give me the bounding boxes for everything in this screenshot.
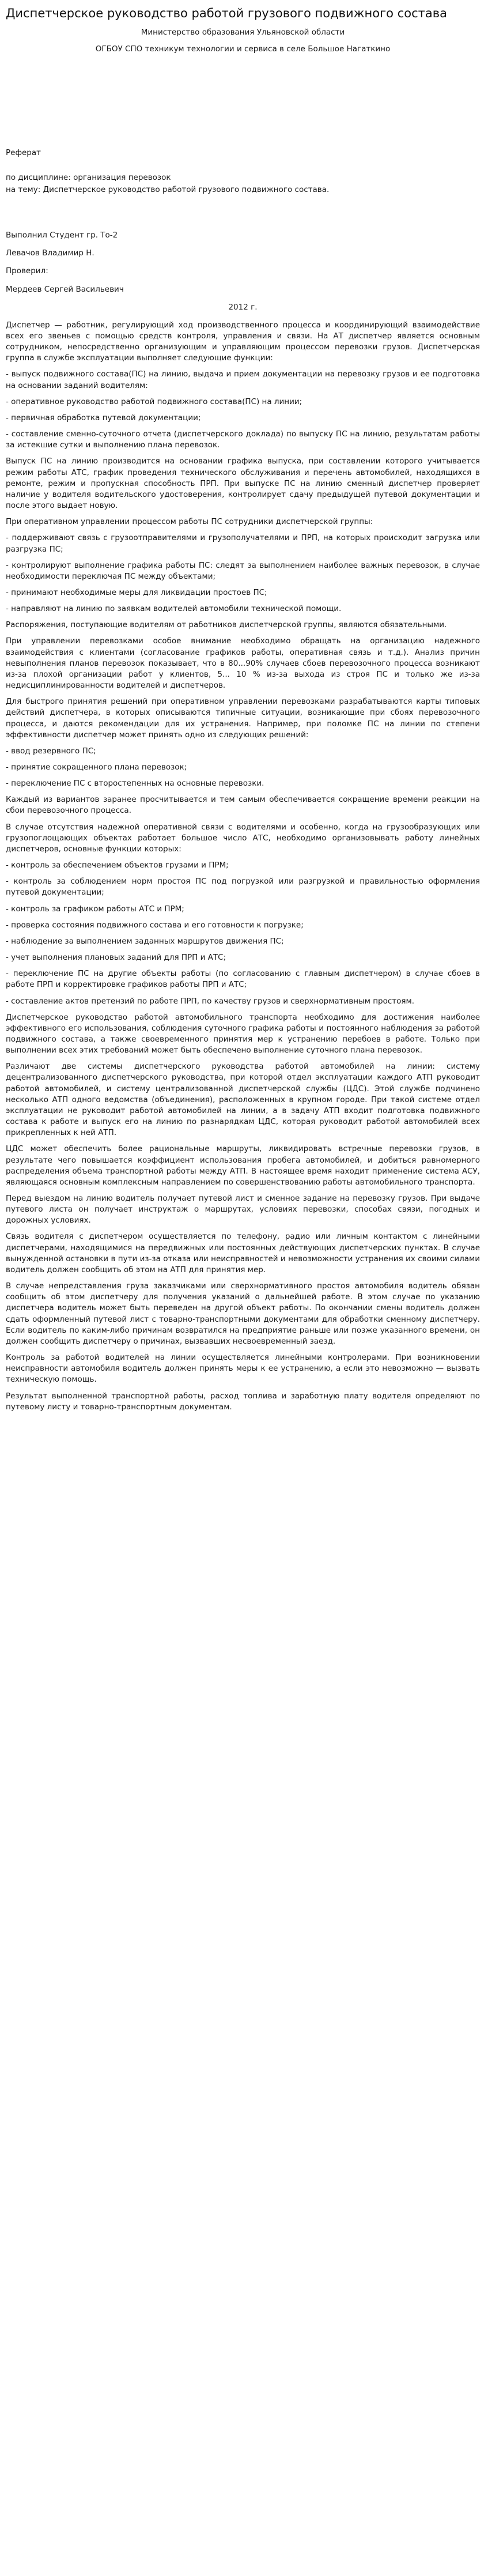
body-paragraph: - составление актов претензий по работе ПРП, по качеству грузов и сверхнормативным простоям.	[6, 996, 415, 1006]
body-paragraph: - проверка состояния подвижного состава и его готовности к погрузке;	[6, 920, 304, 930]
body-paragraph: - контроль за обеспечением объектов грузами и ПРМ;	[6, 861, 229, 870]
school-name: ОГБОУ СПО техникум технологии и сервиса в селе Большое Нагаткино	[95, 44, 391, 54]
body-paragraph: - контроль за соблюдением норм простоя ПС под погрузкой или разгрузкой и правильностью оформления путевой документации;	[6, 877, 480, 897]
body-paragraph: Для быстрого принятия решений при оперативном управлении перевозками разрабатываются карты типовых действий диспетчера, в которых описываются типичные ситуации, возникающие при сбоях перевозочного процесса, и даются рекомендации для их устранения. Например, при поломке ПС на линии по степени эффективности диспетчер может принять одно из следующих решений:	[6, 697, 480, 740]
body-paragraph: - переключение ПС на другие объекты работы (по согласованию с главным диспетчером) в случае сбоев в работе ПРП и корректировке графиков работы ПРП и АТС;	[6, 969, 480, 990]
discipline-line: по дисциплине: организация перевозок	[6, 172, 171, 182]
body-paragraph: - принятие сокращенного плана перевозок;	[6, 763, 187, 772]
document-title: Диспетчерское руководство работой грузового подвижного состава	[6, 6, 447, 20]
body-paragraph: - наблюдение за выполнением заданных маршрутов движения ПС;	[6, 936, 284, 946]
document-type: Реферат	[6, 148, 41, 157]
document-year: 2012 г.	[228, 302, 258, 312]
ministry-name: Министерство образования Ульяновской области	[141, 28, 345, 37]
checker-name: Мердеев Сергей Васильевич	[6, 284, 124, 294]
body-paragraph: - оперативное руководство работой подвижного состава(ПС) на линии;	[6, 397, 302, 406]
body-paragraph: - переключение ПС с второстепенных на основные перевозки.	[6, 779, 264, 789]
author-label: Выполнил Студент гр. То-2	[6, 231, 118, 240]
body-paragraph: - составление сменно-суточного отчета (диспетчерского доклада) по выпуску ПС на линию, результатам работы за истекшие сутки и выполнению плана перевозок.	[6, 429, 480, 450]
body-paragraph: ЦДС может обеспечить более рациональные маршруты, ликвидировать встречные перевозки грузов, в результате чего повышается коэффициент использования пробега автомобилей, и добиться равномерного распределения объема транспортной работы между АТП. В настоящее время находит применение система АСУ, являющаяся основным комплексным направлением по совершенствованию работы автомобильного транспорта.	[6, 1144, 480, 1187]
body-paragraph: Выпуск ПС на линию производится на основании графика выпуска, при составлении которого учитывается режим работы АТС, график проведения технического обслуживания и перечень автомобилей, находящихся в ремонте, режим и пропускная способность ПРП. При выпуске ПС на линию сменный диспетчер проверяет наличие у водителя водительского удостоверения, контролирует сдачу предыдущей путевой документации и после этого выдает новую.	[6, 457, 480, 511]
topic-line: на тему: Диспетчерское руководство работой грузового подвижного состава.	[6, 184, 330, 194]
author-name: Левачов Владимир Н.	[6, 248, 94, 258]
body-paragraph: Диспетчерское руководство работой автомобильного транспорта необходимо для достижения наиболее эффективного его использования, соблюдения суточного графика работы и постоянного наблюдения за работой подвижного состава, а также своевременного принятия мер к устранению перебоев в работе. Только при выполнении всех этих требований может быть обеспечено выполнение суточного плана перевозок.	[6, 1012, 480, 1055]
body-paragraph: При оперативном управлении процессом работы ПС сотрудники диспетчерской группы:	[6, 517, 373, 527]
body-paragraph: Результат выполненной транспортной работы, расход топлива и заработную плату водителя определяют по путевому листу и товарно-транспортным документам.	[6, 1391, 480, 1412]
body-paragraph: Диспетчер — работник, регулирующий ход производственного процесса и координирующий взаимодействие всех его звеньев с помощью средств контроля, управления и связи. На АТ диспетчер является основным сотрудником, непосредственно организующим и управляющим процессом перевозки грузов. Диспетчерская группа в службе эксплуатации выполняет следующие функции:	[6, 320, 480, 363]
body-paragraph: - поддерживают связь с грузоотправителями и грузополучателями и ПРП, на которых происходит загрузка или разгрузка ПС;	[6, 533, 480, 554]
body-paragraph: В случае непредставления груза заказчиками или сверхнормативного простоя автомобиля водитель обязан сообщить об этом диспетчеру для получения указаний о дальнейшей работе. В этом случае по указанию диспетчера водитель может быть переведен на другой объект работы. По окончании смены водитель должен сдать оформленный путевой лист с товарно-транспортными документами для обработки сменному диспетчеру. Если водитель по каким-либо причинам возвратился на предприятие раньше или позже указанного времени, он должен сообщить диспетчеру о причинах, вызвавших несвоевременный заезд.	[6, 1281, 480, 1346]
checked-label: Проверил:	[6, 266, 48, 276]
body-paragraph: - контроль за графиком работы АТС и ПРМ;	[6, 904, 184, 914]
document-body	[6, 320, 480, 1413]
body-paragraph: - направляют на линию по заявкам водителей автомобили технической помощи.	[6, 604, 342, 614]
body-paragraph: Связь водителя с диспетчером осуществляется по телефону, радио или личным контактом с линейными диспетчерами, находящимися на передвижных или постоянных действующих диспетчерских пунктах. В случае вынужденной остановки в пути из-за отказа или неисправностей и невозможности устранения их своими силами водитель должен сообщить об этом на АТП для принятия мер.	[6, 1232, 480, 1274]
body-paragraph: При управлении перевозками особое внимание необходимо обращать на организацию надежного взаимодействия с клиентами (согласование графиков работы, оперативная связь и т.д.). Анализ причин невыполнения планов перевозок показывает, что в 80...90% случаев сбоев перевозочного процесса возникают из-за плохой организации работ у клиентов, 5... 10 % из-за выхода из строя ПС и только же из-за недисциплинированности водителей и диспетчеров.	[6, 636, 480, 691]
body-paragraph: - первичная обработка путевой документации;	[6, 413, 201, 423]
body-paragraph: - контролируют выполнение графика работы ПС: следят за выполнением наиболее важных перевозок, в случае необходимости переключая ПС между объектами;	[6, 560, 480, 581]
body-paragraph: Каждый из вариантов заранее просчитывается и тем самым обеспечивается сокращение времени реакции на сбои перевозочного процесса.	[6, 795, 480, 816]
body-paragraph: - принимают необходимые меры для ликвидации простоев ПС;	[6, 587, 267, 597]
body-paragraph: - выпуск подвижного состава(ПС) на линию, выдача и прием документации на перевозку грузов и ее подготовка на основании заданий водителям:	[6, 369, 480, 390]
body-paragraph: Распоряжения, поступающие водителям от работников диспетчерской группы, являются обязательными.	[6, 620, 447, 630]
body-paragraph: В случае отсутствия надежной оперативной связи с водителями и особенно, когда на грузообразующих или грузопоглощающих объектах работает большое число АТС, необходимо организовывать работу линейных диспетчеров, основные функции которых:	[6, 822, 480, 854]
body-paragraph: Перед выездом на линию водитель получает путевой лист и сменное задание на перевозку грузов. При выдаче путевого листа он получает инструктаж о маршрутах, условиях перевозки, способах связи, погодных и дорожных условиях.	[6, 1194, 480, 1225]
title-page-block	[6, 148, 480, 295]
body-paragraph: Контроль за работой водителей на линии осуществляется линейными контролерами. При возникновении неисправности автомобиля водитель должен принять меры к ее устранению, а если это невозможно — вызвать техническую помощь.	[6, 1353, 480, 1385]
body-paragraph: - учет выполнения плановых заданий для ПРП и АТС;	[6, 953, 226, 963]
body-paragraph: Различают две системы диспетчерского руководства работой автомобилей на линии: систему децентрализованного диспетчерского руководства, при которой отдел эксплуатации каждого АТП руководит работой автомобилей, и систему централизованной диспетчерской службы (ЦДС). Этой службе подчинено несколько АТП одного ведомства (объединения), расположенных в крупном городе. При такой системе отдел эксплуатации не руководит работой автомобилей на линии, а в задачу АТП входит подготовка подвижного состава к работе и выпуск его на линию по разнарядкам ЦДС, которая руководит работой автомобилей всех прикрепленных к ней АТП.	[6, 1062, 480, 1138]
body-paragraph: - ввод резервного ПС;	[6, 746, 96, 756]
